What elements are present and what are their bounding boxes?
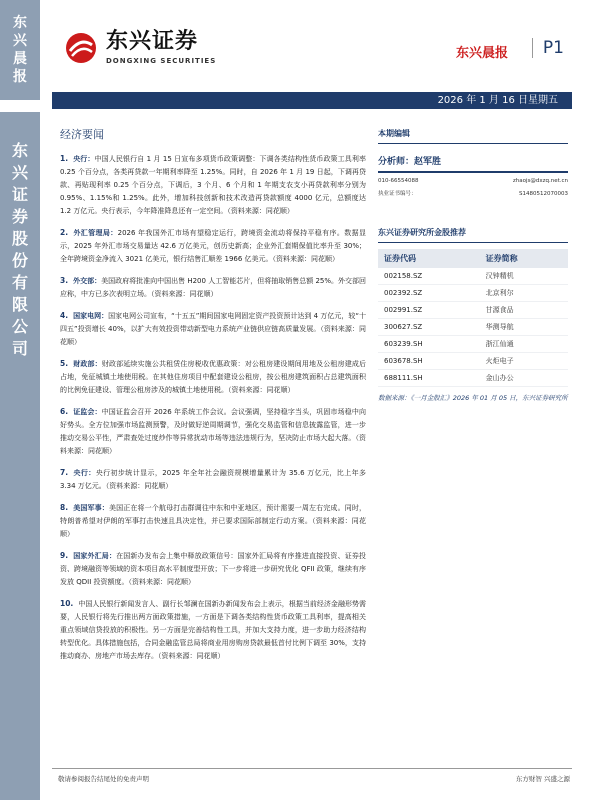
footer-disclaimer: 敬请参阅报告结尾处的免责声明 (58, 775, 149, 783)
news-item (56, 501, 366, 541)
news-item (56, 152, 366, 218)
table-row (378, 336, 568, 353)
cert-line (378, 190, 568, 199)
analyst-phone: 010-66554088 (378, 178, 419, 184)
stock-name: 金山办公 (480, 370, 568, 387)
footer-slogan: 东方财智 兴盛之源 (515, 775, 570, 783)
table-header-name: 证券简称 (480, 249, 568, 268)
news-number: 3. (60, 276, 69, 285)
cert-number: S1480512070003 (519, 191, 568, 197)
right-column (378, 128, 568, 404)
news-source: 国家外汇局： (73, 552, 117, 560)
table-row (378, 353, 568, 370)
footer-divider (52, 768, 572, 769)
news-body: 美国正在将一个航母打击群调往中东和中亚地区，预计需要一周左右完成。同时，特朗普希望对伊朗的军事打击快速且具决定性，并已要求国际部制定行动方案。（资料来源：同花顺） (60, 504, 367, 538)
stock-code: 603239.SH (378, 336, 480, 353)
news-body: 央行初步统计显示，2025 年全年社会融资规模增量累计为 35.6 万亿元，比上年多 3.34 万亿元。（资料来源：同花顺） (60, 469, 367, 490)
news-source: 外交部： (73, 277, 102, 285)
analyst-name: 分析师：赵军胜 (378, 157, 442, 167)
news-number: 8. (60, 503, 69, 512)
logo-icon (64, 31, 98, 65)
news-source: 财政部： (73, 360, 102, 368)
stock-name: 浙江仙通 (480, 336, 568, 353)
news-body: 在国新办发布会上集中释放政策信号：国家外汇局将有序推进直接投资、证券投资、跨境融资等领域的资本项目高水平制度型开放；下一步将进一步研究优化 QFII 政策，继续有序发放 QDII 投资额度。（资料来源：同花顺） (60, 552, 367, 586)
sidebar-char: 报 (13, 69, 27, 85)
sidebar-char: 东 (11, 141, 28, 160)
table-row (378, 268, 568, 285)
sidebar-char: 司 (11, 339, 28, 358)
news-body: 财政部延续实施公共租赁住房税收优惠政策：对公租房建设期间用地及公租房建成后占地，免征城镇土地使用税。在其他住房项目中配套建设公租房，按公租房建筑面积占总建筑面积的比例免征建设、管理公租房涉及的城镇土地使用税。（资料来源：同花顺） (60, 360, 367, 394)
sidebar-top (0, 0, 40, 100)
news-body: 中国证监会召开 2026 年系统工作会议。会议强调，坚持稳字当头，巩固市场稳中向好势头。全方位加强市场监测预警，及时做好逆周期调节，强化交易监管和信息披露监管，进一步推动交易公平性，严肃查处过度炒作等异常扰动市场等违法违规行为，坚决防止市场大起大落。（资料来源：同花顺） (60, 408, 367, 455)
news-item (56, 466, 366, 493)
cert-label: 执业证书编号： (378, 191, 417, 197)
news-source: 央行： (73, 155, 95, 163)
section-title: 经济要闻 (60, 128, 104, 141)
stock-name: 火炬电子 (480, 353, 568, 370)
sidebar-char: 晨 (13, 51, 27, 67)
sidebar-char: 东 (13, 15, 27, 31)
news-source: 证监会： (73, 408, 102, 416)
analyst-email: zhaojs@dxzq.net.cn (512, 178, 568, 184)
page-number: P1 (532, 38, 564, 58)
news-item (56, 274, 366, 301)
sidebar-char: 公 (11, 317, 28, 336)
sidebar-char: 券 (11, 207, 28, 226)
sidebar-char: 限 (11, 295, 28, 314)
news-number: 10. (60, 599, 74, 608)
logo-text-cn: 东兴证券 (106, 29, 199, 54)
stock-name: 北京利尔 (480, 285, 568, 302)
report-title: 东兴晨报 (455, 46, 508, 61)
stock-name: 汉钟精机 (480, 268, 568, 285)
news-number: 1. (60, 154, 69, 163)
stock-code: 688111.SH (378, 370, 480, 387)
stock-code: 300627.SZ (378, 319, 480, 336)
news-item (56, 549, 366, 589)
news-item (56, 357, 366, 397)
editor-title: 本期编辑 (378, 128, 568, 144)
stock-name: 甘源食品 (480, 302, 568, 319)
news-item (56, 226, 366, 266)
news-number: 2. (60, 228, 69, 237)
news-body: 中国人民银行新闻发言人、副行长邹澜在国新办新闻发布会上表示，根据当前经济金融形势需要，人民银行将先行推出两方面政策措施，一方面是下调各类结构性货币政策工具利率，提高相关重点领域信贷投放的积极性。另一方面是完善结构性工具，并加大支持力度，进一步助力经济结构转型优化。具体措施包括，合同金融监管总局将商业用房购房贷款最低首付比例下调至 30%，支持推动商办、房地产市场去库存。（资料来源：同花顺） (60, 600, 366, 660)
stock-name: 华测导航 (480, 319, 568, 336)
news-item (56, 405, 366, 458)
news-number: 6. (60, 407, 69, 416)
stock-pool-title: 东兴证券研究所金股推荐 (378, 227, 568, 243)
divider (378, 171, 568, 173)
contact-line (378, 177, 568, 186)
sidebar-char: 证 (11, 185, 28, 204)
stock-code: 603678.SH (378, 353, 480, 370)
news-number: 9. (60, 551, 69, 560)
sidebar-char: 股 (11, 229, 28, 248)
news-source: 央行： (73, 469, 96, 477)
stock-code: 002158.SZ (378, 268, 480, 285)
table-row (378, 285, 568, 302)
stock-code: 002392.SZ (378, 285, 480, 302)
table-row (378, 302, 568, 319)
table-row (378, 370, 568, 387)
news-source: 国家电网： (73, 312, 109, 320)
sidebar-char: 兴 (13, 33, 27, 49)
news-number: 4. (60, 311, 69, 320)
news-column (56, 120, 366, 671)
table-row (378, 319, 568, 336)
news-number: 5. (60, 359, 69, 368)
news-item (56, 597, 366, 663)
news-body: 中国人民银行自 1 月 15 日宣布多项货币政策调整：下调各类结构性货币政策工具利率 0.25 个百分点，各类再贷款一年期利率降至 1.25%。同时，自 2026 年 1 月 19 日起，下调再贷款、再贴现利率 0.25 个百分点，下调后，3 个月、6 个月和 1 年期支农支小再贷款利率分别为 0.95%、1.15%和 1.25%。此外，增加科技创新和技术改造再贷款额度 4000 亿元，总额度达 1.2 万亿元。央行表示，今年降准降息还有一定空间。（资料来源：同花顺） (60, 155, 367, 215)
sidebar-char: 份 (11, 251, 28, 270)
stock-table (378, 249, 568, 387)
news-item (56, 309, 366, 349)
news-body: 国家电网公司宣布，“十五五”期间国家电网固定资产投资预计达到 4 万亿元，较“十四五”投资增长 40%，以扩大有效投资带动新型电力系统产业链供应链高质量发展。（资料来源：同花顺） (60, 312, 366, 346)
date-bar: 2026 年 1 月 16 日星期五 (52, 92, 572, 109)
news-source: 美国军事： (73, 504, 109, 512)
news-source: 外汇管理局： (73, 229, 118, 237)
sidebar-char: 兴 (11, 163, 28, 182)
stock-code: 002991.SZ (378, 302, 480, 319)
logo-text-en: DONGXING SECURITIES (106, 57, 217, 65)
news-body: 2026 年我国外汇市场有望稳定运行，跨境资金流动将保持平稳有序。数据显示，2025 年外汇市场交易量达 42.6 万亿美元，创历史新高；企业外汇套期保值比率升至 30%；全年跨境资金净流入 3021 亿美元，银行结售汇顺差 1966 亿美元。（资料来源：同花顺） (60, 229, 366, 263)
news-body: 美国政府将批准向中国出售 H200 人工智能芯片，但将抽取销售总额 25%。外交部回应称，中方已多次表明立场。（资料来源：同花顺） (60, 277, 367, 298)
sidebar-char: 有 (11, 273, 28, 292)
company-logo (64, 30, 216, 65)
sidebar-company (0, 112, 40, 800)
news-number: 7. (60, 468, 69, 477)
source-note: 数据来源：《一月金股汇》2026 年 01 月 05 日，东兴证券研究所 (378, 394, 568, 402)
table-header-code: 证券代码 (378, 249, 480, 268)
